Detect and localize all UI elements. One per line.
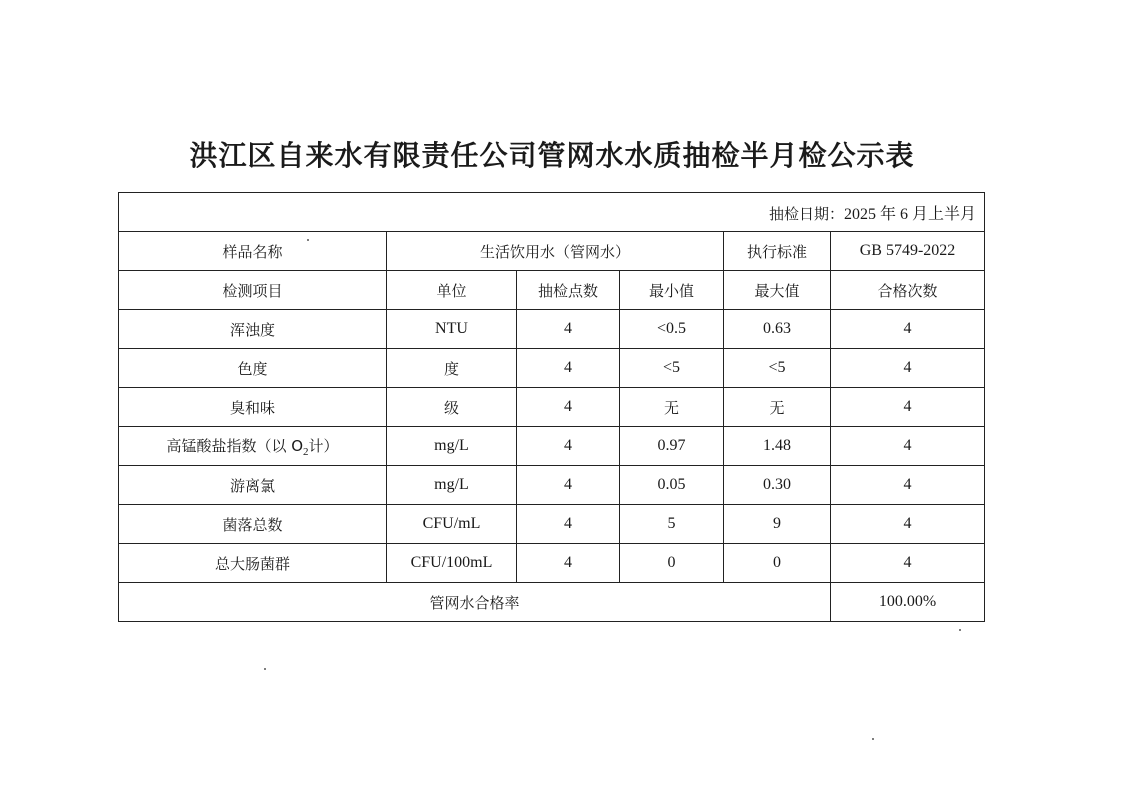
item-cell: 臭和味	[119, 388, 387, 427]
points-cell: 4	[517, 544, 620, 583]
unit-cell: 级	[387, 388, 517, 427]
pass-cell: 4	[831, 349, 985, 388]
max-cell: 9	[724, 505, 831, 544]
table-row	[119, 310, 985, 349]
max-cell: 无	[724, 388, 831, 427]
pass-cell: 4	[831, 310, 985, 349]
min-cell: <5	[620, 349, 724, 388]
item-subscript: 2	[303, 445, 309, 458]
item-cell: 总大肠菌群	[119, 544, 387, 583]
table-row	[119, 427, 985, 466]
min-cell: 5	[620, 505, 724, 544]
table-row	[119, 349, 985, 388]
table-row	[119, 544, 985, 583]
standard-value: GB 5749-2022	[831, 232, 985, 271]
inspection-date-cell	[119, 193, 985, 232]
sample-name-label: 样品名称	[119, 232, 387, 271]
points-cell: 4	[517, 349, 620, 388]
scan-speck	[959, 629, 961, 631]
summary-value: 100.00%	[831, 583, 985, 622]
min-cell: <0.5	[620, 310, 724, 349]
col-header-max: 最大值	[724, 271, 831, 310]
item-suffix: 计）	[308, 436, 339, 455]
item-cell: 浑浊度	[119, 310, 387, 349]
max-cell: 0.30	[724, 466, 831, 505]
date-row	[119, 193, 985, 232]
sample-name-value: 生活饮用水（管网水）	[387, 232, 724, 271]
item-cell: 游离氯	[119, 466, 387, 505]
pass-cell: 4	[831, 388, 985, 427]
points-cell: 4	[517, 466, 620, 505]
pass-cell: 4	[831, 544, 985, 583]
unit-cell: NTU	[387, 310, 517, 349]
table-row	[119, 466, 985, 505]
item-cell	[119, 427, 387, 466]
col-header-points: 抽检点数	[517, 271, 620, 310]
scan-speck	[872, 738, 874, 740]
sample-row	[119, 232, 985, 271]
max-cell: 1.48	[724, 427, 831, 466]
col-header-pass: 合格次数	[831, 271, 985, 310]
unit-cell: CFU/mL	[387, 505, 517, 544]
max-cell: <5	[724, 349, 831, 388]
header-row	[119, 271, 985, 310]
unit-cell: mg/L	[387, 466, 517, 505]
summary-label: 管网水合格率	[119, 583, 831, 622]
unit-cell: CFU/100mL	[387, 544, 517, 583]
col-header-min: 最小值	[620, 271, 724, 310]
item-prefix: 高锰酸盐指数（以 O	[166, 436, 304, 455]
col-header-item: 检测项目	[119, 271, 387, 310]
unit-cell: 度	[387, 349, 517, 388]
water-quality-table	[118, 192, 985, 622]
pass-cell: 4	[831, 505, 985, 544]
table-row	[119, 388, 985, 427]
item-cell: 色度	[119, 349, 387, 388]
item-cell: 菌落总数	[119, 505, 387, 544]
points-cell: 4	[517, 310, 620, 349]
min-cell: 0	[620, 544, 724, 583]
inspection-date-value: 2025 年 6 月上半月	[844, 205, 977, 223]
unit-cell: mg/L	[387, 427, 517, 466]
col-header-unit: 单位	[387, 271, 517, 310]
scan-speck	[264, 668, 266, 670]
summary-row	[119, 583, 985, 622]
points-cell: 4	[517, 388, 620, 427]
min-cell: 0.97	[620, 427, 724, 466]
min-cell: 无	[620, 388, 724, 427]
inspection-date-label: 抽检日期：	[769, 204, 845, 223]
page-title: 洪江区自来水有限责任公司管网水水质抽检半月检公示表	[189, 139, 915, 172]
max-cell: 0	[724, 544, 831, 583]
max-cell: 0.63	[724, 310, 831, 349]
points-cell: 4	[517, 427, 620, 466]
standard-label: 执行标准	[724, 232, 831, 271]
pass-cell: 4	[831, 427, 985, 466]
scan-speck	[307, 239, 309, 241]
points-cell: 4	[517, 505, 620, 544]
table-row	[119, 505, 985, 544]
pass-cell: 4	[831, 466, 985, 505]
min-cell: 0.05	[620, 466, 724, 505]
